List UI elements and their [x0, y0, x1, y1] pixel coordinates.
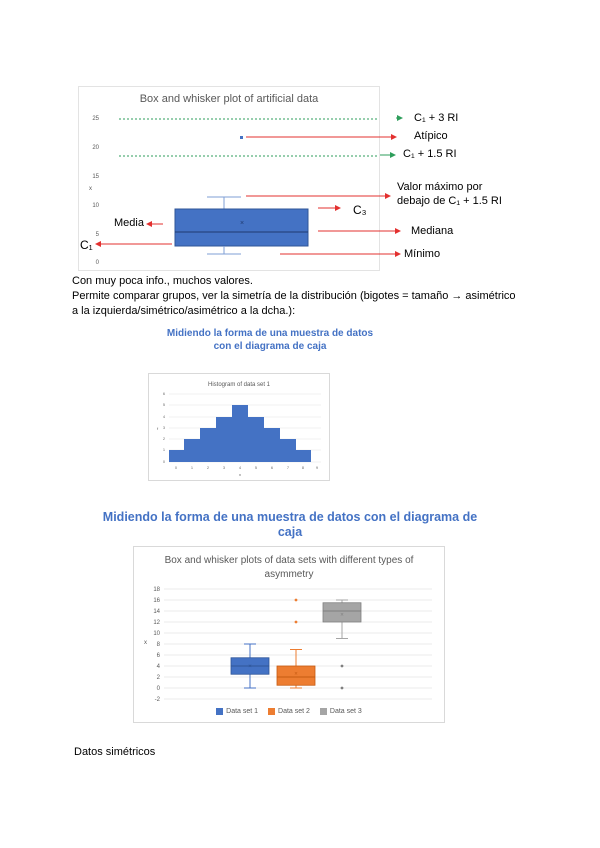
- chart-title-line-2: asymmetry: [264, 569, 314, 580]
- asymmetry-boxplots-figure: [133, 546, 445, 723]
- hist-y-tick-5: 5: [163, 403, 165, 407]
- hist-x-tick-0: 0: [175, 466, 177, 470]
- heading-2: [70, 510, 510, 540]
- y-tick-label-0: 18: [153, 587, 160, 593]
- heading-2-line-2: caja: [277, 525, 303, 539]
- y-tick-15: 15: [92, 174, 99, 180]
- hist-bar-2: [184, 439, 200, 462]
- heading-1-line-2: con el diagrama de caja: [213, 341, 327, 352]
- y-tick-label-2: 14: [153, 609, 160, 615]
- heading-1-line-1: Midiendo la forma de una muestra de datos: [166, 328, 374, 339]
- mean-marker-3: ×: [340, 612, 344, 619]
- heading-2-line-1: Midiendo la forma de una muestra de datos con el diagrama de: [102, 510, 478, 524]
- hist-x-tick-1: 1: [191, 466, 193, 470]
- hist-bar-5: [232, 405, 248, 462]
- y-tick-label-8: 2: [156, 675, 160, 681]
- hist-bar-1: [169, 450, 184, 462]
- label-q1-3ri: C₁ + 3 RI: [414, 112, 459, 124]
- label-q1-15ri: C₁ + 1.5 RI: [403, 148, 457, 160]
- hist-y-axis-mark: f: [157, 426, 159, 431]
- hist-y-tick-2: 2: [163, 437, 165, 441]
- legend-swatch-1: [216, 708, 223, 715]
- asymmetry-boxplots-canvas: [134, 547, 444, 722]
- y-axis-mark: x: [89, 186, 92, 192]
- hist-x-tick-6: 6: [271, 466, 273, 470]
- boxplot-title: Box and whisker plot of artificial data: [139, 93, 319, 105]
- hist-x-tick-5: 5: [255, 466, 257, 470]
- hist-bar-6: [248, 417, 264, 462]
- hist-x-tick-9: 9: [316, 466, 318, 470]
- chart-title-line-1: Box and whisker plots of data sets with different types of: [164, 555, 414, 566]
- legend-swatch-3: [320, 708, 327, 715]
- hist-x-tick-3: 3: [223, 466, 225, 470]
- label-q1: C₁: [80, 238, 93, 252]
- histogram-title: Histogram of data set 1: [207, 382, 271, 388]
- label-minimo: Mínimo: [404, 248, 441, 260]
- y-tick-20: 20: [92, 145, 99, 151]
- hist-x-tick-8: 8: [302, 466, 304, 470]
- hist-x-tick-7: 7: [287, 466, 289, 470]
- label-media: Media: [114, 217, 144, 229]
- y-tick-label-9: 0: [156, 686, 160, 692]
- heading-1: [110, 327, 430, 353]
- legend-label-3: Data set 3: [329, 708, 362, 715]
- hist-y-tick-4: 4: [163, 415, 165, 419]
- text-line-3: a la izquierda/simétrico/asimétrico a la dcha.):: [72, 305, 296, 317]
- hist-x-tick-4: 4: [239, 466, 241, 470]
- y-tick-label-3: 12: [153, 620, 160, 626]
- label-valor-maximo-1: Valor máximo por: [397, 181, 483, 193]
- hist-y-tick-6: 6: [163, 392, 165, 396]
- histogram-canvas: [149, 374, 329, 480]
- hist-bar-7: [264, 428, 280, 462]
- outlier-3-1: [341, 665, 344, 668]
- mean-marker-2: ×: [294, 671, 298, 678]
- outlier-3-2: [341, 687, 344, 690]
- legend-swatch-2: [268, 708, 275, 715]
- hist-y-tick-0: 0: [163, 460, 165, 464]
- label-atipico: Atípico: [414, 130, 448, 142]
- label-q3: C₃: [353, 203, 367, 217]
- hist-x-axis-mark: x: [239, 472, 241, 477]
- y-axis-label: x: [144, 640, 147, 646]
- y-tick-label-7: 4: [156, 664, 160, 670]
- mean-marker-1: ×: [248, 664, 252, 670]
- text-line-1: Con muy poca info., muchos valores.: [72, 275, 253, 287]
- legend-item-data-set-2: [268, 708, 310, 715]
- mean-marker: ×: [239, 220, 245, 227]
- outlier-2-1: [295, 621, 298, 624]
- y-tick-label-4: 10: [153, 631, 160, 637]
- hist-bar-9: [296, 450, 311, 462]
- y-tick-label-1: 16: [153, 598, 160, 604]
- hist-y-tick-1: 1: [163, 448, 165, 452]
- legend-label-2: Data set 2: [278, 708, 310, 715]
- y-tick-label-5: 8: [156, 642, 160, 648]
- hist-x-tick-2: 2: [207, 466, 209, 470]
- legend-item-data-set-1: [216, 708, 258, 715]
- label-valor-maximo-2: debajo de C₁ + 1.5 RI: [397, 195, 502, 207]
- outlier-2-2: [295, 599, 298, 602]
- hist-y-tick-3: 3: [163, 426, 165, 430]
- hist-bar-8: [280, 439, 296, 462]
- text-line-2: Permite comparar grupos, ver la simetría de la distribución (bigotes = tamaño → asimétrico: [72, 290, 516, 302]
- y-tick-label-10: -2: [154, 697, 160, 703]
- chart-legend: [134, 708, 444, 717]
- label-mediana: Mediana: [411, 225, 454, 237]
- y-tick-10: 10: [92, 203, 99, 209]
- y-tick-0: 0: [95, 260, 99, 266]
- y-tick-25: 25: [92, 116, 99, 122]
- y-tick-label-6: 6: [156, 653, 160, 659]
- y-tick-5: 5: [95, 232, 99, 238]
- legend-item-data-set-3: [320, 708, 362, 715]
- legend-label-1: Data set 1: [226, 708, 259, 715]
- hist-bar-3: [200, 428, 216, 462]
- histogram-figure: [148, 373, 330, 481]
- footer-label: Datos simétricos: [74, 746, 156, 758]
- hist-bar-4: [216, 417, 232, 462]
